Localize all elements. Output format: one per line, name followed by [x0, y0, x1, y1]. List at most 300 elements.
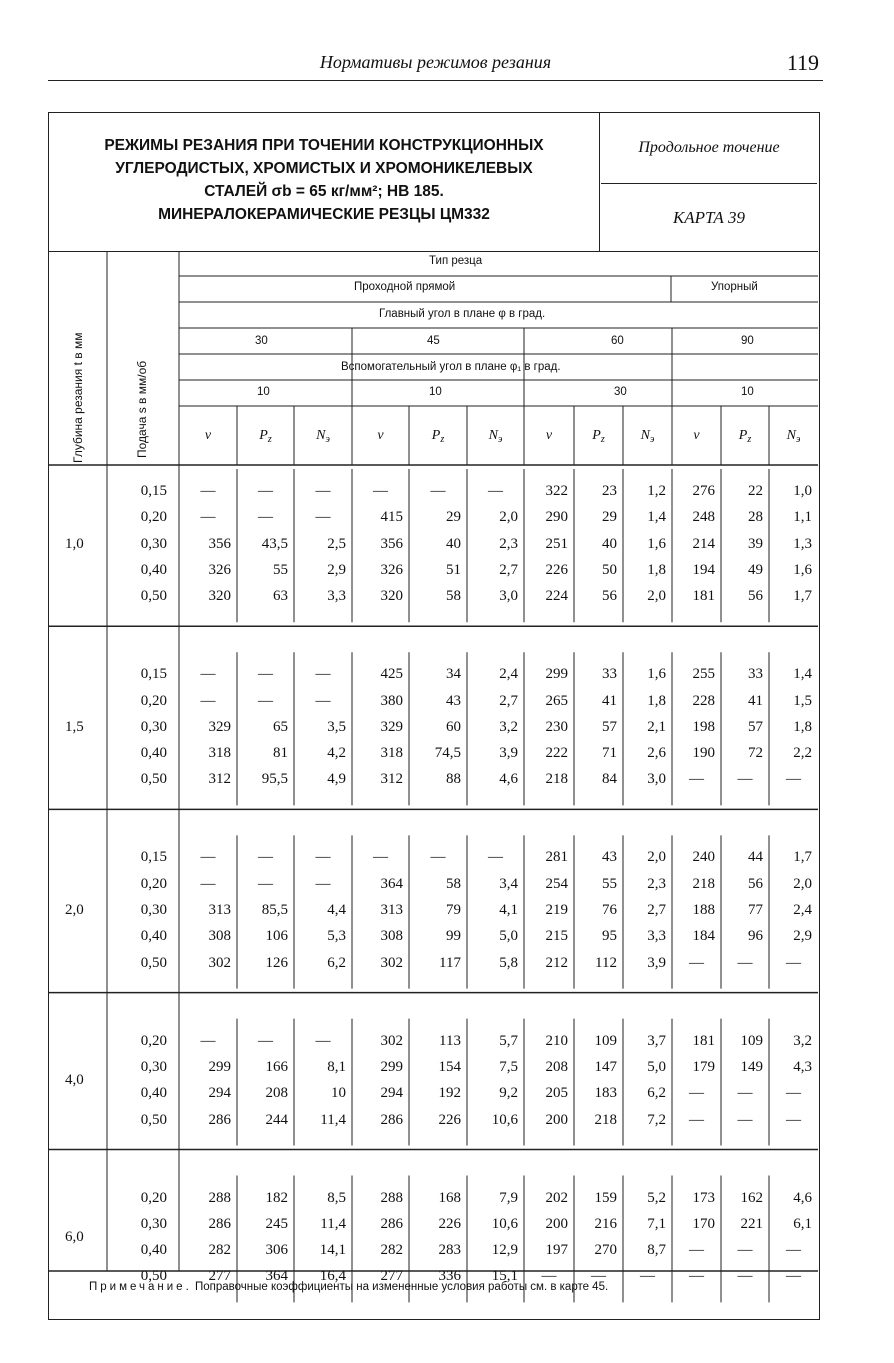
table-cell: 1,8 [647, 692, 666, 709]
table-cell: — [200, 483, 216, 499]
column-head-sub: э [497, 434, 503, 445]
column-head [574, 428, 623, 444]
table-cell: 356 [208, 535, 231, 552]
table-cell: 254 [545, 875, 568, 892]
main-angle-60: 60 [611, 335, 624, 347]
table-cell: 4,9 [327, 771, 346, 788]
column-head-sub: z [267, 434, 272, 445]
table-cell: 2,0 [499, 509, 518, 526]
table-cell: 318 [380, 745, 403, 762]
table-cell: 10,6 [491, 1111, 518, 1128]
feed-cell: 0,20 [140, 1032, 167, 1049]
table-cell: 63 [273, 588, 288, 605]
table-cell: 41 [602, 692, 617, 709]
feed-cell: 0,15 [140, 666, 167, 683]
table-cell: 43 [602, 849, 617, 866]
table-cell: 240 [692, 849, 715, 866]
table-cell: 302 [380, 1032, 403, 1049]
feed-cell: 0,30 [140, 535, 167, 552]
table-cell: 215 [545, 928, 568, 945]
table-cell: 329 [380, 718, 403, 735]
table-cell: 326 [380, 561, 403, 578]
table-cell: 39 [748, 535, 763, 552]
table-cell: 96 [748, 928, 763, 945]
table-cell: 1,7 [793, 849, 812, 866]
column-head-main: N [488, 428, 498, 443]
table-cell: 56 [748, 875, 763, 892]
feed-cell: 0,40 [140, 745, 167, 762]
table-cell: 226 [438, 1111, 461, 1128]
table-cell: 77 [748, 902, 763, 918]
table-cell: 147 [594, 1058, 617, 1075]
table-cell: 326 [208, 561, 231, 578]
table-cell: 106 [265, 928, 288, 945]
table-cell: — [689, 771, 704, 788]
table-cell: 4,6 [499, 771, 518, 788]
table-cell: — [258, 666, 273, 683]
table-cell: — [200, 509, 216, 526]
table-cell: 425 [380, 666, 403, 683]
table-cell: 302 [208, 954, 231, 971]
table-cell: 190 [692, 745, 715, 762]
feed-cell: 0,30 [140, 1215, 167, 1232]
table-cell: 4,4 [327, 902, 346, 918]
table-cell: 1,3 [793, 535, 812, 552]
table-cell: — [786, 954, 801, 971]
feed-cell: 0,20 [140, 875, 167, 892]
table-cell: 71 [602, 745, 617, 762]
table-cell: 302 [380, 954, 403, 971]
feed-cell: 0,40 [140, 1242, 167, 1259]
feed-cell: 0,40 [140, 561, 167, 578]
table-cell: 33 [602, 666, 617, 683]
column-head-sub: z [440, 434, 445, 445]
table-cell: — [786, 1111, 801, 1128]
table-cell: 299 [545, 666, 568, 683]
aux-angle-a: 10 [257, 386, 270, 398]
table-cell: 221 [740, 1215, 763, 1232]
table-cell: 286 [208, 1215, 231, 1232]
norm-card [48, 112, 820, 1320]
table-cell: 299 [380, 1058, 403, 1075]
table-cell: — [200, 875, 216, 892]
table-cell: 1,0 [793, 483, 812, 499]
table-cell: 4,2 [327, 745, 346, 762]
table-grid [49, 113, 819, 1321]
table-cell: 210 [545, 1032, 568, 1049]
table-cell: — [488, 849, 503, 866]
table-cell: 168 [438, 1189, 461, 1206]
table-cell: 219 [545, 902, 568, 918]
table-cell: 3,4 [499, 875, 518, 892]
table-cell: 282 [208, 1242, 231, 1259]
table-cell: 3,7 [647, 1032, 666, 1049]
table-cell: 126 [265, 954, 288, 971]
table-cell: 84 [602, 771, 617, 788]
table-cell: 154 [438, 1058, 461, 1075]
table-cell: 72 [748, 745, 763, 762]
column-head-main: P [259, 428, 268, 443]
feed-cell: 0,20 [140, 692, 167, 709]
table-cell: 290 [545, 509, 568, 526]
feed-cell: 0,40 [140, 928, 167, 945]
table-cell: 49 [748, 561, 763, 578]
table-cell: 6,1 [793, 1215, 812, 1232]
table-cell: — [373, 849, 388, 866]
feed-cell: 0,20 [140, 509, 167, 526]
depth-cell: 2,0 [65, 902, 84, 918]
table-cell: 286 [208, 1111, 231, 1128]
table-cell: 43,5 [261, 535, 288, 552]
table-cell: 7,2 [647, 1111, 666, 1128]
table-cell: 81 [273, 745, 288, 762]
table-cell: 9,2 [499, 1085, 518, 1102]
table-cell: 200 [545, 1215, 568, 1232]
table-cell: — [689, 1268, 704, 1285]
table-cell: 245 [265, 1215, 288, 1232]
aux-angle-label: Вспомогательный угол в плане φ₁ в град. [341, 361, 561, 373]
column-head-main: v [693, 428, 700, 443]
table-cell: 179 [692, 1058, 715, 1075]
table-cell: 2,9 [327, 561, 346, 578]
feed-column-label: Подача s в мм/об [135, 360, 149, 458]
table-cell: 11,4 [320, 1111, 346, 1128]
card-title-line: СТАЛЕЙ σb = 65 кг/мм²; HB 185. [204, 183, 444, 200]
table-cell: 40 [602, 535, 617, 552]
table-cell: 57 [602, 718, 617, 735]
table-cell: 15,1 [491, 1268, 518, 1285]
table-cell: 214 [692, 535, 715, 552]
table-cell: 3,0 [499, 588, 518, 605]
column-head-main: N [786, 428, 796, 443]
column-head [467, 428, 524, 444]
table-cell: — [689, 1242, 704, 1259]
table-cell: 184 [692, 928, 715, 945]
aux-angle-c: 30 [614, 386, 627, 398]
table-cell: 5,2 [647, 1189, 666, 1206]
running-title: Нормативы режимов резания [319, 52, 552, 72]
table-cell: 6,2 [647, 1085, 666, 1102]
table-cell: 181 [692, 588, 715, 605]
table-cell: — [258, 849, 273, 866]
column-head-main: v [204, 428, 212, 443]
footnote [89, 1281, 608, 1293]
table-cell: 33 [748, 666, 763, 683]
table-cell: 1,4 [793, 666, 812, 683]
table-cell: 1,6 [647, 666, 666, 683]
table-cell: 286 [380, 1215, 403, 1232]
table-cell: 2,4 [793, 902, 812, 918]
table-cell: 182 [265, 1189, 288, 1206]
table-cell: 99 [446, 928, 461, 945]
table-cell: 318 [208, 745, 231, 762]
table-cell: 202 [545, 1189, 568, 1206]
table-cell: 1,1 [793, 509, 812, 526]
table-cell: 65 [273, 718, 288, 735]
main-angle-label: Главный угол в плане φ в град. [379, 308, 546, 320]
table-cell: 183 [594, 1085, 617, 1102]
table-cell: 43 [446, 692, 461, 709]
table-cell: 55 [602, 875, 617, 892]
table-cell: 255 [692, 666, 715, 683]
tool-type-label: Тип резца [429, 255, 483, 267]
table-cell: — [258, 1032, 273, 1049]
table-cell: 299 [208, 1058, 231, 1075]
table-cell: — [315, 1032, 331, 1049]
table-cell: 277 [380, 1268, 403, 1285]
aux-angle-b: 10 [429, 386, 442, 398]
depth-cell: 6,0 [65, 1228, 84, 1245]
table-cell: 2,3 [647, 875, 666, 892]
table-cell: 79 [446, 902, 461, 918]
table-cell: 8,5 [327, 1189, 346, 1206]
table-cell: 41 [748, 692, 763, 709]
column-head-sub: z [747, 434, 752, 445]
table-cell: 208 [265, 1085, 288, 1102]
column-head [294, 428, 352, 444]
depth-column-label: Глубина резания t в мм [71, 332, 85, 463]
table-cell: 113 [439, 1032, 461, 1049]
table-cell: 5,0 [647, 1058, 666, 1075]
table-cell: 40 [446, 535, 461, 552]
table-cell: 1,8 [793, 718, 812, 735]
running-header [48, 50, 823, 81]
table-cell: — [737, 954, 753, 971]
table-cell: 34 [446, 666, 461, 683]
depth-cell: 1,5 [65, 718, 84, 735]
table-cell: 3,3 [327, 588, 346, 605]
table-cell: 2,2 [793, 745, 812, 762]
page-number: 119 [786, 50, 819, 75]
table-cell: 320 [380, 588, 403, 605]
table-cell: 308 [208, 928, 231, 945]
table-cell: 56 [602, 588, 617, 605]
table-cell: 265 [545, 692, 568, 709]
table-cell: — [737, 1111, 753, 1128]
table-cell: 85,5 [261, 902, 288, 918]
table-cell: 4,1 [499, 902, 518, 918]
column-head-main: v [377, 428, 384, 443]
table-cell: 208 [545, 1058, 568, 1075]
table-cell: 3,3 [647, 928, 666, 945]
table-cell: 7,5 [499, 1058, 518, 1075]
table-cell: 313 [208, 902, 231, 918]
table-cell: — [315, 483, 331, 499]
table-cell: — [786, 1242, 801, 1259]
table-cell: — [258, 483, 273, 499]
table-cell: 109 [594, 1032, 617, 1049]
table-cell: 88 [446, 771, 461, 788]
table-cell: 218 [594, 1111, 617, 1128]
feed-cell: 0,50 [140, 771, 167, 788]
table-cell: 2,0 [647, 849, 666, 866]
column-head-sub: z [600, 434, 605, 445]
table-cell: 5,8 [499, 954, 518, 971]
table-cell: 308 [380, 928, 403, 945]
table-cell: 188 [692, 902, 715, 918]
table-cell: — [640, 1268, 655, 1285]
table-cell: 50 [602, 561, 617, 578]
table-cell: 3,5 [327, 718, 346, 735]
table-cell: 8,7 [647, 1242, 666, 1259]
table-cell: — [430, 483, 446, 499]
feed-cell: 0,50 [140, 1111, 167, 1128]
table-cell: 10,6 [491, 1215, 518, 1232]
table-cell: 51 [446, 561, 461, 578]
table-cell: 336 [438, 1268, 461, 1285]
table-cell: 29 [446, 509, 461, 526]
table-cell: 166 [265, 1058, 288, 1075]
feed-cell: 0,30 [140, 1058, 167, 1075]
table-cell: 117 [439, 954, 461, 971]
column-head-main: N [316, 428, 326, 443]
feed-cell: 0,15 [140, 483, 167, 499]
table-cell: 6,2 [327, 954, 346, 971]
table-cell: 3,2 [793, 1032, 812, 1049]
table-cell: 198 [692, 718, 715, 735]
table-cell: 216 [594, 1215, 617, 1232]
table-cell: 222 [545, 745, 568, 762]
table-cell: 3,2 [499, 718, 518, 735]
table-cell: 162 [740, 1189, 763, 1206]
table-cell: 380 [380, 692, 403, 709]
footnote-text: Поправочные коэффициенты на измененные условия работы см. в карте 45. [194, 1281, 609, 1293]
table-cell: 1,8 [647, 561, 666, 578]
table-cell: 2,7 [499, 692, 518, 709]
feed-cell: 0,20 [140, 1189, 167, 1206]
table-cell: 2,6 [647, 745, 666, 762]
table-cell: 181 [692, 1032, 715, 1049]
table-cell: 2,4 [499, 666, 518, 683]
table-cell: 1,2 [647, 483, 666, 499]
table-cell: 1,4 [647, 509, 666, 526]
footnote-label: Примечание. [89, 1281, 192, 1293]
table-cell: 205 [545, 1085, 568, 1102]
table-cell: 312 [380, 771, 403, 788]
table-cell: 149 [740, 1058, 763, 1075]
table-cell: 288 [380, 1189, 403, 1206]
table-cell: — [488, 483, 503, 499]
table-cell: 1,5 [793, 692, 812, 709]
table-cell: 226 [545, 561, 568, 578]
column-head [352, 428, 409, 444]
table-cell: 5,7 [499, 1032, 518, 1049]
table-cell: 74,5 [434, 745, 461, 762]
main-angle-45: 45 [427, 335, 440, 347]
table-cell: 194 [692, 561, 715, 578]
column-head-sub: э [325, 434, 330, 445]
table-cell: — [786, 771, 801, 788]
table-cell: 4,3 [793, 1058, 812, 1075]
table-cell: 1,6 [793, 561, 812, 578]
table-cell: — [315, 875, 331, 892]
table-cell: — [373, 483, 388, 499]
column-head-main: P [592, 428, 601, 443]
table-cell: 173 [692, 1189, 715, 1206]
table-cell: 415 [380, 509, 403, 526]
table-cell: 320 [208, 588, 231, 605]
tool-type-straight: Проходной прямой [354, 281, 456, 293]
table-cell: 159 [594, 1189, 617, 1206]
table-cell: 1,7 [793, 588, 812, 605]
table-cell: 364 [380, 875, 403, 892]
feed-cell: 0,15 [140, 849, 167, 866]
table-cell: 5,3 [327, 928, 346, 945]
table-cell: 313 [380, 902, 403, 918]
table-cell: 224 [545, 588, 568, 605]
column-head [623, 428, 672, 444]
table-cell: 197 [545, 1242, 568, 1259]
table-cell: 58 [446, 875, 461, 892]
table-cell: — [689, 954, 704, 971]
column-head [769, 428, 818, 444]
table-cell: — [258, 692, 273, 709]
table-cell: — [737, 1268, 753, 1285]
table-cell: 1,6 [647, 535, 666, 552]
table-cell: 277 [208, 1268, 231, 1285]
table-cell: 312 [208, 771, 231, 788]
card-title-line: УГЛЕРОДИСТЫХ, ХРОМИСТЫХ И ХРОМОНИКЕЛЕВЫХ [115, 160, 533, 177]
feed-cell: 0,50 [140, 588, 167, 605]
table-cell: 11,4 [320, 1215, 346, 1232]
column-head-sub: э [649, 434, 655, 445]
table-cell: — [430, 849, 446, 866]
column-head-main: P [738, 428, 748, 443]
table-cell: — [315, 692, 331, 709]
aux-angle-d: 10 [741, 386, 754, 398]
table-cell: — [591, 1268, 606, 1285]
table-cell: 2,1 [647, 718, 666, 735]
feed-cell: 0,30 [140, 718, 167, 735]
table-cell: 58 [446, 588, 461, 605]
table-cell: 57 [748, 718, 763, 735]
table-cell: 16,4 [319, 1268, 346, 1285]
table-cell: 226 [438, 1215, 461, 1232]
table-cell: 112 [595, 954, 617, 971]
table-cell: 22 [748, 483, 763, 499]
table-cell: — [737, 1242, 753, 1259]
table-cell: — [786, 1085, 801, 1102]
main-angle-30: 30 [255, 335, 268, 347]
table-cell: — [315, 666, 331, 683]
table-cell: 218 [692, 875, 715, 892]
card-title-line: МИНЕРАЛОКЕРАМИЧЕСКИЕ РЕЗЦЫ ЦМ332 [158, 206, 490, 223]
table-cell: 282 [380, 1242, 403, 1259]
table-cell: 7,1 [647, 1215, 666, 1232]
table-cell: 4,6 [793, 1189, 812, 1206]
table-cell: 55 [273, 561, 288, 578]
table-cell: 95 [602, 928, 617, 945]
card-title-line: РЕЖИМЫ РЕЗАНИЯ ПРИ ТОЧЕНИИ КОНСТРУКЦИОННЫХ [104, 137, 544, 154]
table-cell: 76 [602, 902, 617, 918]
table-cell: — [541, 1268, 557, 1285]
table-cell: 28 [748, 509, 763, 526]
table-cell: 364 [265, 1268, 288, 1285]
table-cell: 5,0 [499, 928, 518, 945]
table-cell: 12,9 [491, 1242, 518, 1259]
table-cell: 2,3 [499, 535, 518, 552]
column-head [524, 428, 574, 444]
table-cell: — [258, 509, 273, 526]
table-cell: 56 [748, 588, 763, 605]
column-head [409, 428, 467, 444]
table-cell: 248 [692, 509, 715, 526]
table-cell: — [315, 849, 331, 866]
column-head [237, 428, 294, 444]
table-cell: 288 [208, 1189, 231, 1206]
table-cell: — [689, 1085, 704, 1102]
table-cell: 356 [380, 535, 403, 552]
